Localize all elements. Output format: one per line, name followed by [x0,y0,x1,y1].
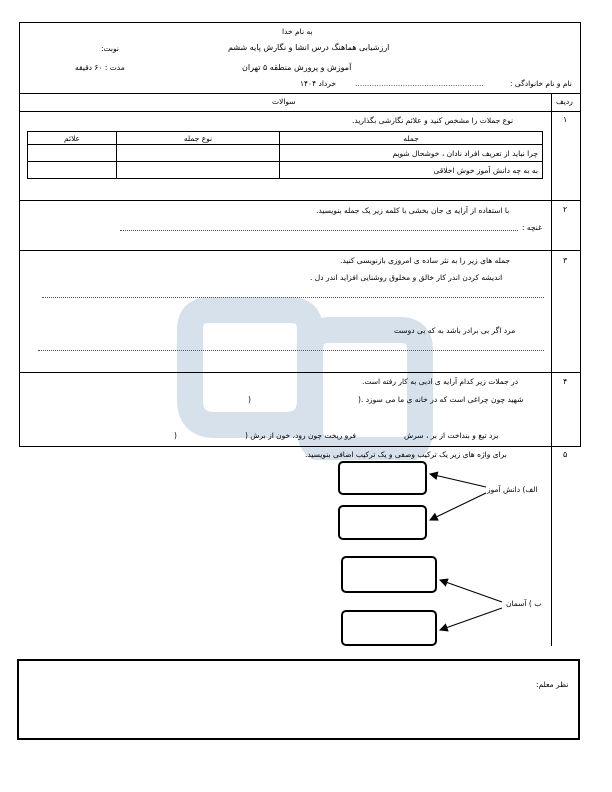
col-questions-header: سوالات [272,97,296,106]
duration: مدت : ۶۰ دقیقه [75,63,125,72]
exam-title: ارزشیابی هماهنگ درس انشا و نگارش پایه ششم [228,43,390,52]
q3-sentence1: اندیشه کردن اندر کار خالق و مخلوق روشنایی افزاید اندر دل . [310,273,503,282]
q4-line1: شهید چون چراغی است که در خانه ی ما می سوزد .( [358,395,524,404]
q1-r2-type-input[interactable] [117,162,280,179]
q1-r2-marks-input[interactable] [28,162,117,179]
q4-line2-close: ) [174,431,177,440]
q2-prompt: با استفاده از آرایه ی جان بخشی با کلمه زیر یک جمله بنویسید. [316,206,510,215]
q5a-answer-box-2[interactable] [338,505,427,540]
q1-r1-type-input[interactable] [117,145,280,162]
q4-prompt: در جملات زیر کدام آرایه ی ادبی به کار رفته است. [362,377,519,386]
q1-number: ۱ [563,115,568,124]
table-row [28,162,543,179]
q3-answer-line-1[interactable] [42,297,544,298]
q3-prompt: جمله های زیر را به نثر ساده ی امروزی بازنویسی کنید. [340,256,511,265]
q2-word: غنچه : [522,223,542,232]
q1-r1-marks-input[interactable] [28,145,117,162]
q1-header-marks: علائم [28,132,117,145]
q4-line2a: بزد تیغ و بنداخت از بر ، سرش [404,431,499,440]
q2-answer-line[interactable] [120,230,518,231]
q3-sentence2: مرد اگر بی برادر باشد به که بی دوست [394,326,516,335]
q4-line2b: فرو ریخت چون رود، خون از برش ( [245,431,357,440]
bismillah: به نام خدا [282,27,313,36]
q5-prompt: برای واژه های زیر یک ترکیب وصفی و یک ترکیب اضافی بنویسید. [305,450,507,459]
q5a-answer-box-1[interactable] [338,461,427,495]
name-label: نام و نام خانوادگی : [510,79,572,88]
q1-header-sentence: جمله [280,132,543,145]
q3-number: ۳ [563,256,568,265]
q4-line1-close: ) [248,395,251,404]
q4-number: ۴ [563,377,568,386]
department: آموزش و پرورش منطقه ۵ تهران [242,63,352,72]
q5-item-a: الف) دانش آموز [487,485,538,494]
q1-r2-sentence: به به چه دانش آموز خوش اخلاقی [280,162,543,179]
table-row [28,145,543,162]
q3-answer-line-2[interactable] [38,350,544,351]
q2-number: ۲ [563,205,568,214]
q1-r1-sentence: چرا نباید از تعریف افراد نادان ، خوشحال شویم [280,145,543,162]
q5-item-b: ب ) آسمان [506,599,542,608]
col-row-header: ردیف [556,97,573,106]
q5-number: ۵ [563,450,568,459]
q1-header-type: نوع جمله [117,132,280,145]
teacher-notes-box[interactable] [17,659,580,740]
name-field[interactable]: ...................................................... [355,79,484,88]
exam-date: خرداد ۱۴۰۴ [300,79,337,88]
q5-arrows-icon [420,460,530,660]
q1-prompt: نوع جملات را مشخص کنید و علائم نگارشی بگذارید. [352,116,514,125]
teacher-note-label: نظر معلم: [536,680,569,689]
q1-table [27,131,543,179]
session-label: نوبت: [101,44,119,53]
